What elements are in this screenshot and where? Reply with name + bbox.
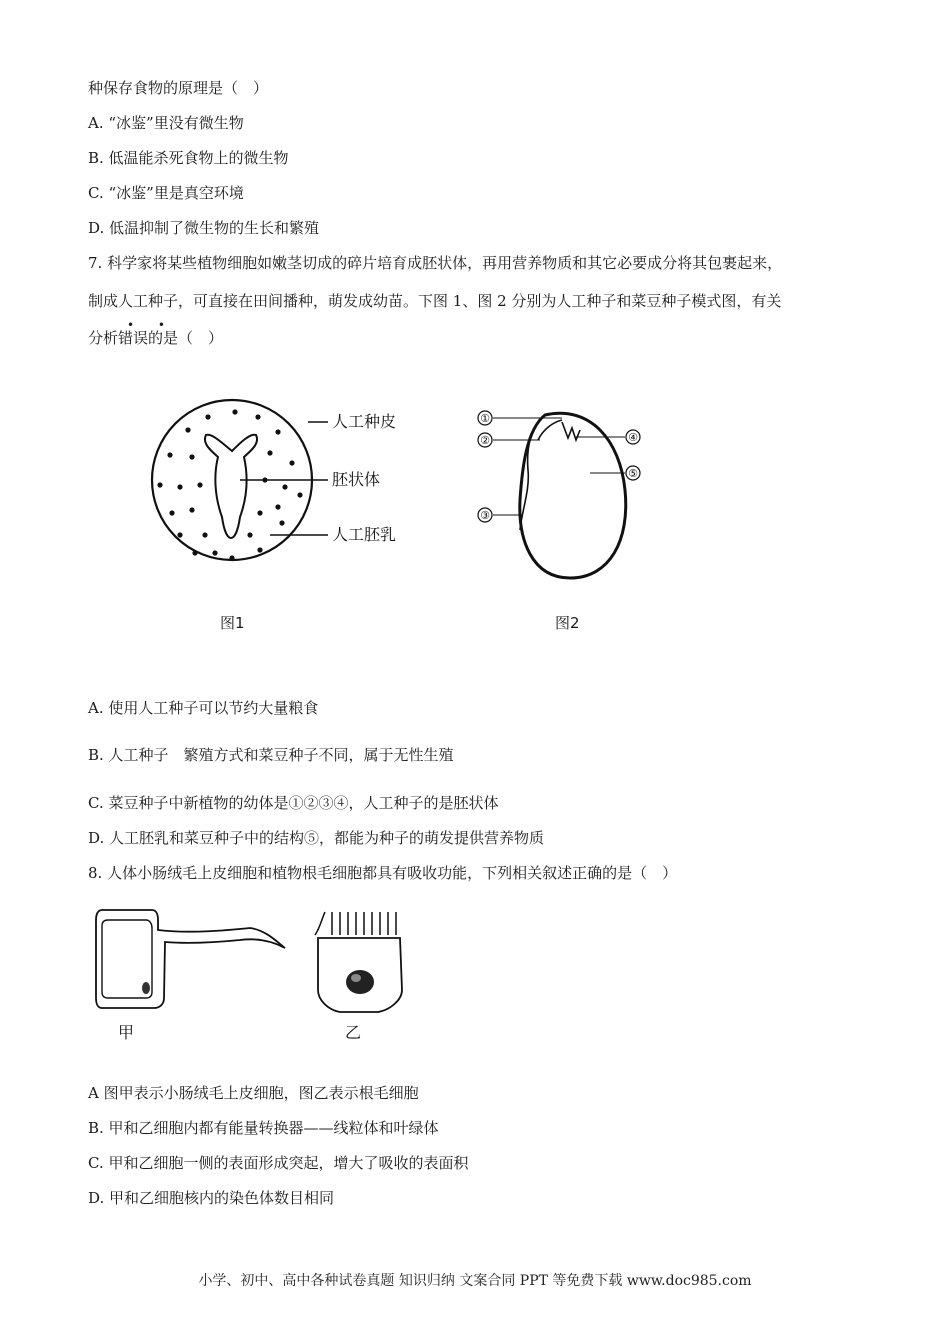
label-5: ⑤ xyxy=(628,467,638,480)
q7-option-c: C. 菜豆种子中新植物的幼体是①②③④，人工种子的是胚状体 xyxy=(88,794,499,812)
q7-option-d: D. 人工胚乳和菜豆种子中的结构⑤，都能为种子的萌发提供营养物质 xyxy=(88,829,545,847)
q7-option-b: B. 人工种子 繁殖方式和菜豆种子不同，属于无性生殖 xyxy=(88,746,454,764)
figure-2-bean-seed xyxy=(470,400,670,590)
q6-option-c: C. “冰鉴”里是真空环境 xyxy=(88,184,244,202)
q6-stem-tail: 种保存食物的原理是（ ） xyxy=(88,79,269,97)
emphasis-dots: • • xyxy=(127,318,175,332)
q8-option-d: D. 甲和乙细胞核内的染色体数目相同 xyxy=(88,1189,335,1207)
page-footer: 小学、初中、高中各种试卷真题 知识归纳 文案合同 PPT 等免费下载 www.doc985.com xyxy=(198,1273,752,1289)
q8-cell-figures xyxy=(90,900,420,1050)
q7-stem-line2: 制成人工种子，可直接在田间播种，萌发成幼苗。下图 1、图 2 分别为人工种子和菜豆种子模式图，有关 xyxy=(88,292,782,310)
figure-2-caption: 图2 xyxy=(555,614,580,632)
q7-stem-line3: 分析错误的是（ ） xyxy=(88,329,224,347)
label-1: ① xyxy=(480,412,490,425)
label-3: ③ xyxy=(480,509,490,522)
q8-option-b: B. 甲和乙细胞内都有能量转换器——线粒体和叶绿体 xyxy=(88,1119,439,1137)
q6-option-a: A. “冰鉴”里没有微生物 xyxy=(88,114,244,132)
q6-option-d: D. 低温抑制了微生物的生长和繁殖 xyxy=(88,219,320,237)
q7-option-a: A. 使用人工种子可以节约大量粮食 xyxy=(88,699,319,717)
q7-stem-line1: 7. 科学家将某些植物细胞如嫩茎切成的碎片培育成胚状体，再用营养物质和其它必要成分将其包裹起来， xyxy=(88,254,783,272)
label-artificial-seed-coat: 人工种皮 xyxy=(332,412,397,431)
label-embryoid: 胚状体 xyxy=(332,470,381,489)
label-yi: 乙 xyxy=(345,1023,362,1042)
label-2: ② xyxy=(480,434,490,447)
q6-option-b: B. 低温能杀死食物上的微生物 xyxy=(88,149,289,167)
figure-1-caption: 图1 xyxy=(220,614,245,632)
label-jia: 甲 xyxy=(118,1023,135,1042)
q8-option-a: A 图甲表示小肠绒毛上皮细胞，图乙表示根毛细胞 xyxy=(88,1084,419,1102)
figure-1-artificial-seed xyxy=(140,395,430,585)
q8-stem: 8. 人体小肠绒毛上皮细胞和植物根毛细胞都具有吸收功能，下列相关叙述正确的是（ ） xyxy=(88,864,678,882)
q8-option-c: C. 甲和乙细胞一侧的表面形成突起，增大了吸收的表面积 xyxy=(88,1154,469,1172)
label-artificial-endosperm: 人工胚乳 xyxy=(332,525,397,544)
label-4: ④ xyxy=(628,431,638,444)
